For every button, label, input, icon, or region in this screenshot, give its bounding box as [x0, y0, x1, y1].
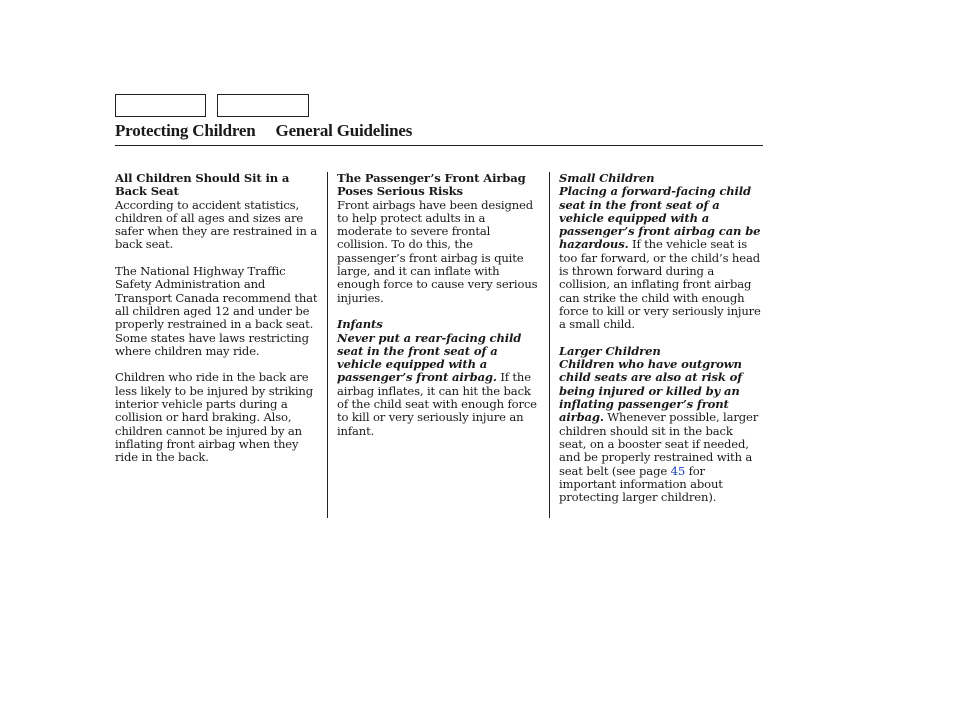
column-divider [327, 172, 328, 518]
page-link[interactable]: 45 [670, 463, 686, 478]
larger-children-heading: Larger Children [559, 343, 661, 358]
column-front-airbag [337, 172, 543, 451]
small-children-heading: Small Children [559, 171, 655, 185]
back-seat-paragraph-2: The National Highway Traffic Safety Administration and Transport Canada recommend that all children aged 12 and under be properly restrained in a back seat. Some states have laws restricting where children may ride. [115, 264, 318, 358]
column-back-seat [115, 172, 320, 478]
section-title: Protecting Children [115, 121, 256, 140]
back-seat-paragraph-3: Children who ride in the back are less likely to be injured by striking interior vehicle parts during a collision or hard braking. Also, children cannot be injured by an inflating front airbag when they ride in the back. [115, 370, 314, 465]
larger-children-text-1: Whenever possible, larger children should sit in the back seat, on a booster seat if needed, and be properly restrained with a seat belt (see page [559, 410, 759, 478]
page-header [115, 121, 763, 146]
back-seat-heading: All Children Should Sit in a Back Seat [115, 171, 290, 199]
infants-heading: Infants [337, 317, 383, 332]
front-airbag-paragraph: Front airbags have been designed to help protect adults in a moderate to severe frontal collision. To do this, the passenger’s front airbag is quite large, and it can inflate with enough force to cause very serious injuries. [337, 197, 538, 305]
front-airbag-heading: The Passenger’s Front Airbag Poses Serious Risks [337, 171, 526, 199]
column-children [559, 172, 763, 518]
larger-children-text-2: for important information about protecting larger children). [559, 463, 723, 505]
infants-paragraph [337, 332, 543, 438]
larger-children-paragraph [559, 358, 763, 504]
small-children-paragraph [559, 185, 763, 331]
larger-children-warning: Children who have outgrown child seats are also at risk of being injured or killed by an inflating passenger’s front airbag. [559, 357, 743, 425]
infants-warning: Never put a rear-facing child seat in the front seat of a vehicle equipped with a passenger’s front airbag. [337, 330, 522, 385]
nav-button-1[interactable] [115, 94, 206, 117]
column-divider [549, 172, 550, 518]
back-seat-paragraph-1: According to accident statistics, children of all ages and sizes are safer when they are restrained in a back seat. [115, 197, 317, 252]
small-children-warning: Placing a forward-facing child seat in the front seat of a vehicle equipped with a passenger’s front airbag can be hazardous. [559, 184, 761, 252]
infants-text: If the airbag inflates, it can hit the back of the child seat with enough force to kill or very seriously injure an infant. [337, 370, 537, 438]
page-title: General Guidelines [275, 121, 413, 140]
nav-button-2[interactable] [217, 94, 309, 117]
small-children-text: If the vehicle seat is too far forward, or the child’s head is thrown forward during a collision, an inflating front airbag can strike the child with enough force to kill or very seriously injure a small child. [559, 237, 761, 332]
